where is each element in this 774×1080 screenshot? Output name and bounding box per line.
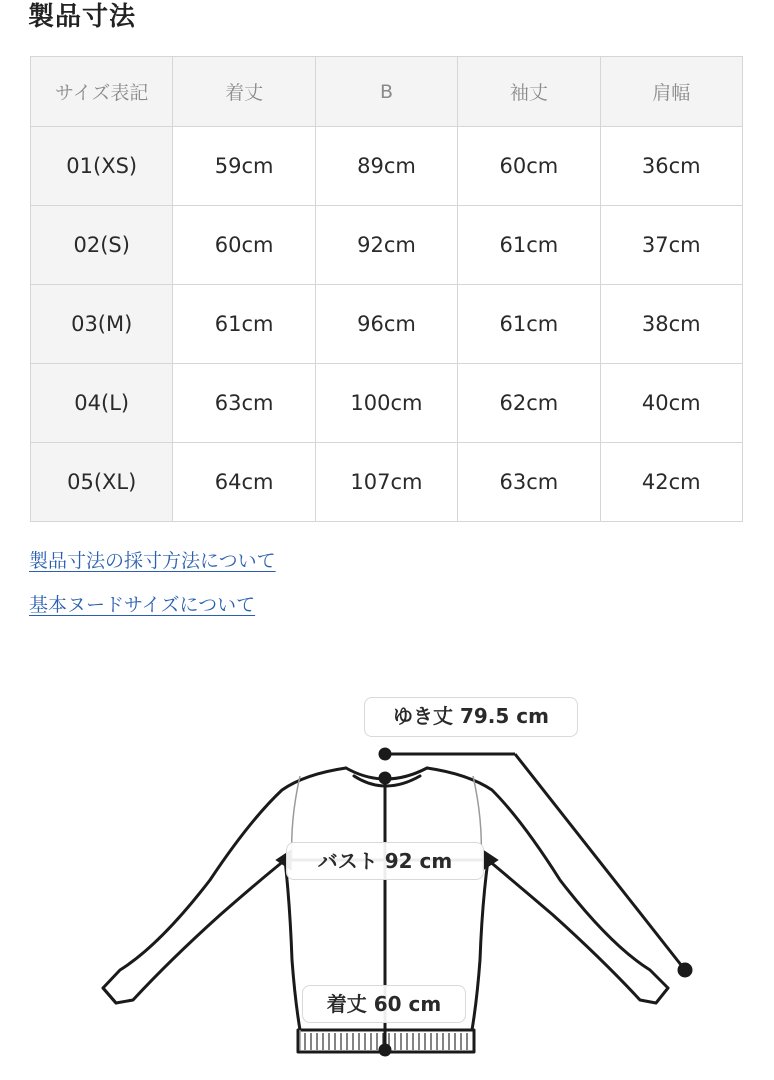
shoulder-cell: 40cm [600,364,742,443]
size-cell: 05(XL) [31,443,173,522]
nude-size-link[interactable]: 基本ヌードサイズについて [29,594,256,616]
header-length: 着丈 [173,57,315,127]
size-cell: 04(L) [31,364,173,443]
sleeve-length-label: ゆき丈 79.5 cm [364,697,578,737]
measurement-method-link[interactable]: 製品寸法の採寸方法について [29,550,276,572]
table-row [31,443,743,522]
length-label: 着丈 60 cm [302,985,466,1023]
size-cell: 02(S) [31,206,173,285]
bust-cell: 92cm [315,206,457,285]
header-size-label: サイズ表記 [31,57,173,127]
bust-cell: 96cm [315,285,457,364]
shoulder-cell: 37cm [600,206,742,285]
length-cell: 64cm [173,443,315,522]
shoulder-cell: 42cm [600,443,742,522]
table-row [31,285,743,364]
table-row [31,127,743,206]
sleeve-cell: 63cm [458,443,600,522]
sleeve-cell: 61cm [458,285,600,364]
header-sleeve: 袖丈 [458,57,600,127]
header-shoulder: 肩幅 [600,57,742,127]
length-cell: 59cm [173,127,315,206]
length-cell: 63cm [173,364,315,443]
bust-cell: 107cm [315,443,457,522]
bust-cell: 89cm [315,127,457,206]
table-row [31,364,743,443]
size-cell: 03(M) [31,285,173,364]
bust-label: バスト 92 cm [286,842,484,880]
sleeve-cell: 61cm [458,206,600,285]
table-header-row [31,57,743,127]
page-title: 製品寸法 [28,2,137,32]
table-row [31,206,743,285]
shoulder-cell: 38cm [600,285,742,364]
length-cell: 61cm [173,285,315,364]
size-table [30,56,743,522]
header-bust: B [315,57,457,127]
bust-cell: 100cm [315,364,457,443]
length-cell: 60cm [173,206,315,285]
size-cell: 01(XS) [31,127,173,206]
sleeve-cell: 60cm [458,127,600,206]
sleeve-cell: 62cm [458,364,600,443]
shoulder-cell: 36cm [600,127,742,206]
